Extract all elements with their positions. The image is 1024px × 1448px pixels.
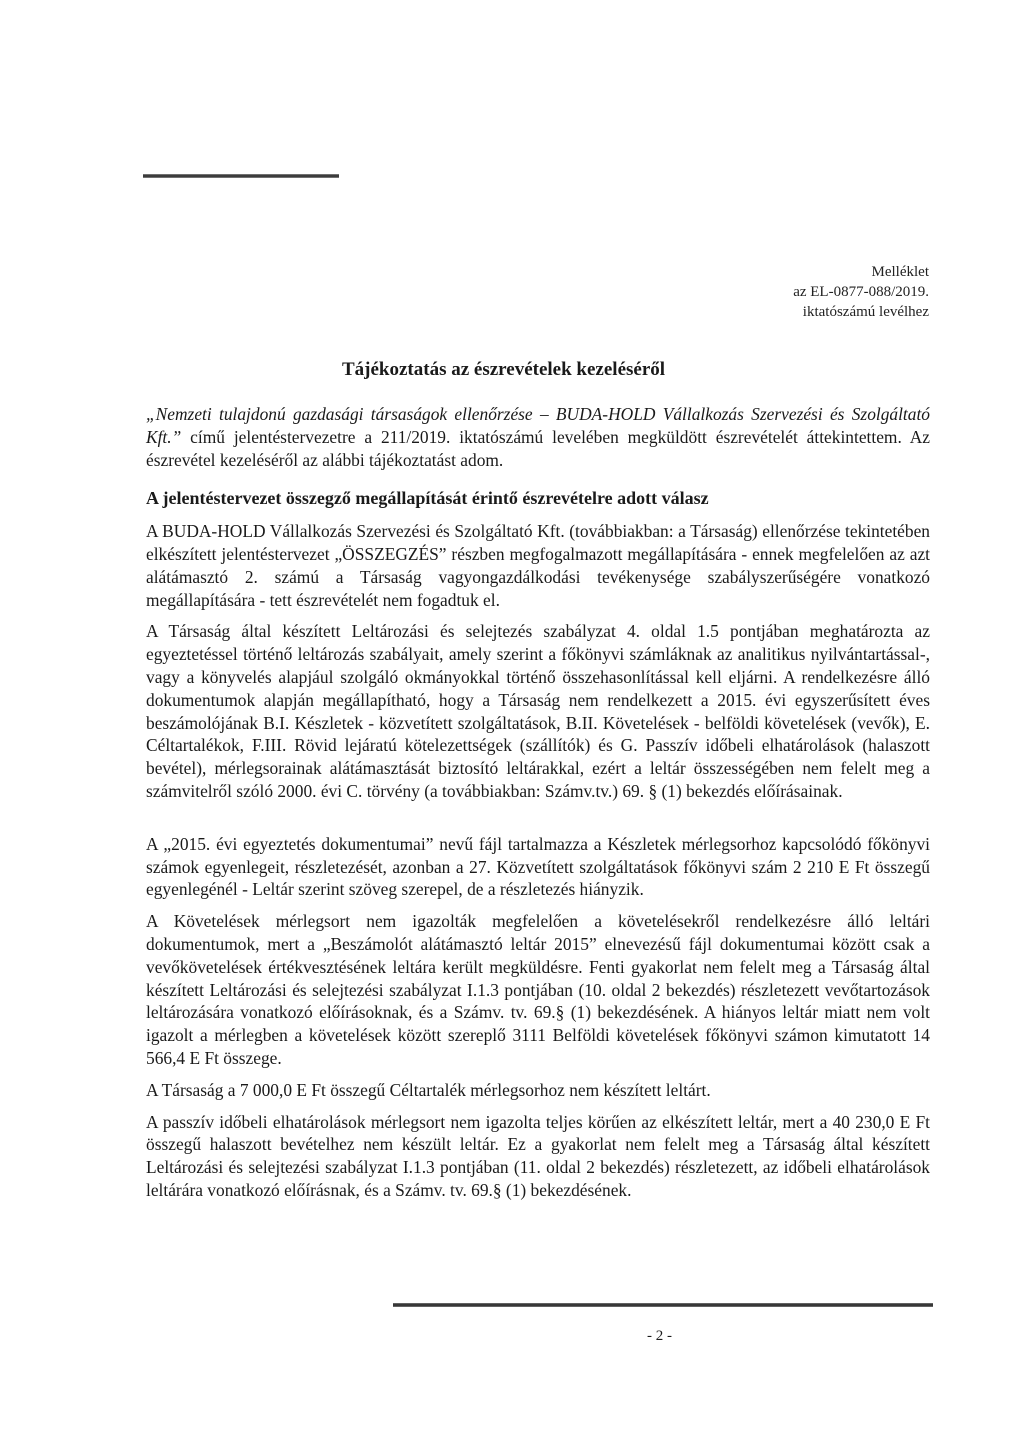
annex-reference [793,262,929,322]
intro-text: című jelentéstervezetre a 211/2019. iktatószámú levelében megküldött észrevételét áttekintettem. Az észrevétel kezeléséről az alábbi tájékoztatást adom. [146,426,930,470]
annex-reference-number: az EL-0877-088/2019. [793,284,929,300]
paragraph-6: A passzív időbeli elhatárolások mérlegsort nem igazolta teljes körűen az elkészített leltár, mert a 40 230,0 E Ft összegű halaszott bevételhez nem készült leltár. Ez a gyakorlat nem felelt meg a Társaság által készített Leltározási és selejtezési szabályzat I.1.3 pontjában (11. oldal 2 bekezdés) részletezett, az időbeli elhatárolások leltárára vonatkozó előírásnak, és a Számv. tv. 69.§ (1) bekezdésének. [146,1111,930,1200]
annex-letter-note: iktatószámú levélhez [802,304,929,320]
section-heading: A jelentéstervezet összegző megállapítását érintő észrevételre adott válasz [146,488,709,509]
paragraph-4: A Követelések mérlegsort nem igazolták megfelelően a követelésekről rendelkezésre álló leltári dokumentumok, mert a „Beszámolót alátámasztó leltár 2015” elnevezésű fájl dokumentumai között csak a vevőkövetelések értékvesztésének leltára került megküldésre. Fenti gyakorlat nem felelt meg a Társaság által készített Leltározási és selejtezési szabályzat I.1.3 pontjában (10. oldal 2 bekezdés) részletezett vevőtartozások leltározására vonatkozó előírásoknak, és a Számv. tv. 69.§ (1) bekezdésének. A hiányos leltár miatt nem volt igazolt a mérlegben a követelések között szereplő 3111 Belföldi követelések főkönyvi számon kimutatott 14 566,4 E Ft összege. [146,911,930,1068]
intro-paragraph [146,403,930,471]
annex-label: Melléklet [871,264,929,280]
paragraph-1: A BUDA-HOLD Vállalkozás Szervezési és Szolgáltató Kft. (továbbiakban: a Társaság) ellenőrzése tekintetében elkészített jelentéstervezet „ÖSSZEGZÉS” részben megfogalmazott megállapítására - ennek megfelelően az azt alátámasztó 2. számú a Társaság vagyongazdálkodási tevékenysége szabályszerűségére vonatkozó megállapítására - tett észrevételét nem fogadtuk el. [146,521,930,610]
document-body [146,403,930,1211]
top-rule [143,174,339,178]
bottom-rule [393,1303,933,1307]
page-number: - 2 - [647,1328,672,1344]
paragraph-2: A Társaság által készített Leltározási és selejtezés szabályzat 4. oldal 1.5 pontjában meghatározta az egyeztetéssel történő leltározás szabályait, amely szerint a főkönyvi számláknak az analitikus nyilvántartással-, vagy a könyvelés alapjául szolgáló okmányokkal történő összehasonlítással kell eljárni. A rendelkezésre álló dokumentumok alapján megállapítható, hogy a Társaság nem rendelkezett a 2015. évi egyszerűsített éves beszámolójának B.I. Készletek - közvetített szolgáltatások, B.II. Követelések - belföldi követelések (vevők), E. Céltartalékok, F.III. Rövid lejáratú kötelezettségek (szállítók) és G. Passzív időbeli elhatárolások (halaszott bevétel), mérlegsorainak alátámasztását biztosító leltárakkal, ezért a leltár összességében nem felelt meg a számvitelről szóló 2000. évi C. törvény (a továbbiakban: Számv.tv.) 69. § (1) bekezdés előírásainak. [146,621,930,801]
paragraph-3: A „2015. évi egyeztetés dokumentumai” nevű fájl tartalmazza a Készletek mérlegsorhoz kapcsolódó főkönyvi számok egyenlegeit, részletezését, azonban a 27. Közvetített szolgáltatások főkönyvi szám 2 210 E Ft összegű egyenlegénél - Leltár szerint szöveg szerepel, de a részletezés hiányzik. [146,833,930,900]
paragraph-5: A Társaság a 7 000,0 E Ft összegű Céltartalék mérlegsorhoz nem készített leltárt. [146,1079,711,1100]
document-title: Tájékoztatás az észrevételek kezeléséről [342,359,666,380]
report-title-quote: „Nemzeti tulajdonú gazdasági társaságok ellenőrzése – BUDA-HOLD Vállalkozás Szervezési és Szolgáltató Kft.” [146,404,930,447]
